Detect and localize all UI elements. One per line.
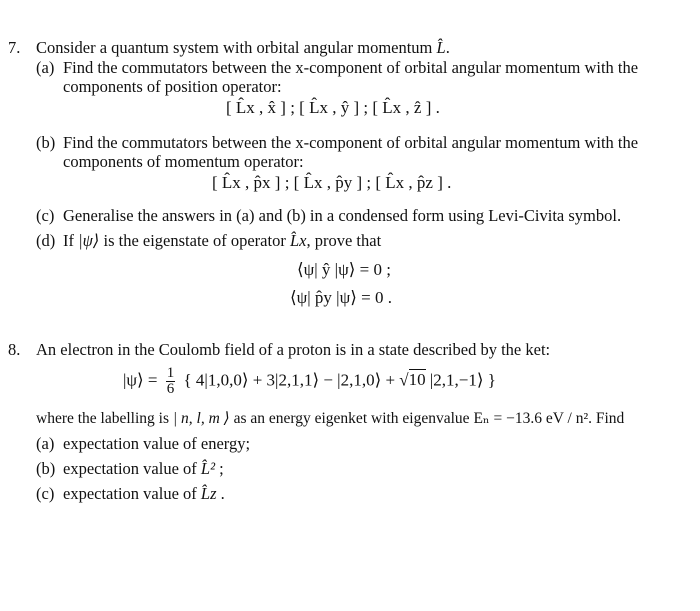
q7d-text-mid: is the eigenstate of operator [103,231,286,250]
q8-labelling [36,409,624,429]
q7-intro: Consider a quantum system with orbital angular momentum L̂. [36,38,450,57]
q7d-text-post: , prove that [306,231,382,250]
q8-ket-frac-num: 1 [166,365,175,381]
q8-ket-rhs-1: { 4|1,0,0⟩ + 3|2,1,1⟩ − |2,1,0⟩ + [183,370,396,390]
q7d-text [63,231,381,251]
q7-number: 7. [8,38,21,57]
q7a-text-1: Find the commutators between the x-component of orbital angular momentum with the [63,58,639,77]
q8-energy-expr: Eₙ = −13.6 eV / n² [473,410,589,427]
q8-ket-equation: |ψ⟩ = $\frac{1}{6}$ { 4|1,0,0⟩ + 3|2,1,1⟩ − |2,1,0⟩ + √10 |2,1,−1⟩ } [123,365,496,397]
q8-ket-lhs: |ψ⟩ = [123,370,158,390]
q8-ket-sqrt: 10 [408,370,426,390]
q7d-ket: |ψ⟩ [78,231,100,250]
q7b-math: [ L̂x , p̂x ] ; [ L̂x , p̂y ] ; [ L̂x , p̂z ] . [212,173,452,192]
q7d-text-pre: If [63,231,74,250]
q7c-text: Generalise the answers in (a) and (b) in a condensed form using Levi-Civita symbol. [63,206,622,225]
q8b-symbol: L̂² [200,459,216,478]
q8a-text: expectation value of energy; [63,434,251,453]
q7d-eq1: ⟨ψ| ŷ |ψ⟩ = 0 ; [297,260,391,279]
q8c-symbol: L̂z [200,484,217,503]
q8-ket-rhs-2: |2,1,−1⟩ } [429,370,496,390]
q7b-text-2: components of momentum operator: [63,152,304,171]
q7a-text-2: components of position operator: [63,77,282,96]
q8c-text-main: expectation value of [63,484,197,503]
q7-intro-symbol: L̂ [436,38,446,57]
q8b-label: (b) [36,459,56,478]
q7-intro-text: Consider a quantum system with orbital angular momentum [36,38,433,57]
q8-ket-fraction [166,366,176,397]
q7c-label: (c) [36,206,55,225]
q8-labelling-pre: where the labelling is [36,410,169,427]
q8-number: 8. [8,340,21,359]
q8-labelling-ket: | n, l, m ⟩ [172,410,230,427]
q7a-math: [ L̂x , x̂ ] ; [ L̂x , ŷ ] ; [ L̂x , ẑ ] . [226,98,440,117]
q8c-end: . [220,484,225,503]
q7b-label: (b) [36,133,56,152]
q8a-label: (a) [36,434,55,453]
q8-ket-frac-den: 6 [166,381,175,397]
q8-intro: An electron in the Coulomb field of a proton is in a state described by the ket: [36,340,551,359]
q8b-text [63,459,224,479]
q7d-op: L̂x [289,231,307,250]
q8b-end: ; [219,459,224,478]
q7a-label: (a) [36,58,55,77]
q7d-label: (d) [36,231,56,250]
q8b-text-main: expectation value of [63,459,197,478]
q7d-eq2: ⟨ψ| p̂y |ψ⟩ = 0 . [290,288,392,307]
q8-labelling-post: . Find [588,410,625,427]
q8c-text [63,484,225,504]
q8-labelling-mid: as an energy eigenket with eigenvalue [233,410,470,427]
q7b-text-1: Find the commutators between the x-component of orbital angular momentum with the [63,133,639,152]
q8c-label: (c) [36,484,55,503]
